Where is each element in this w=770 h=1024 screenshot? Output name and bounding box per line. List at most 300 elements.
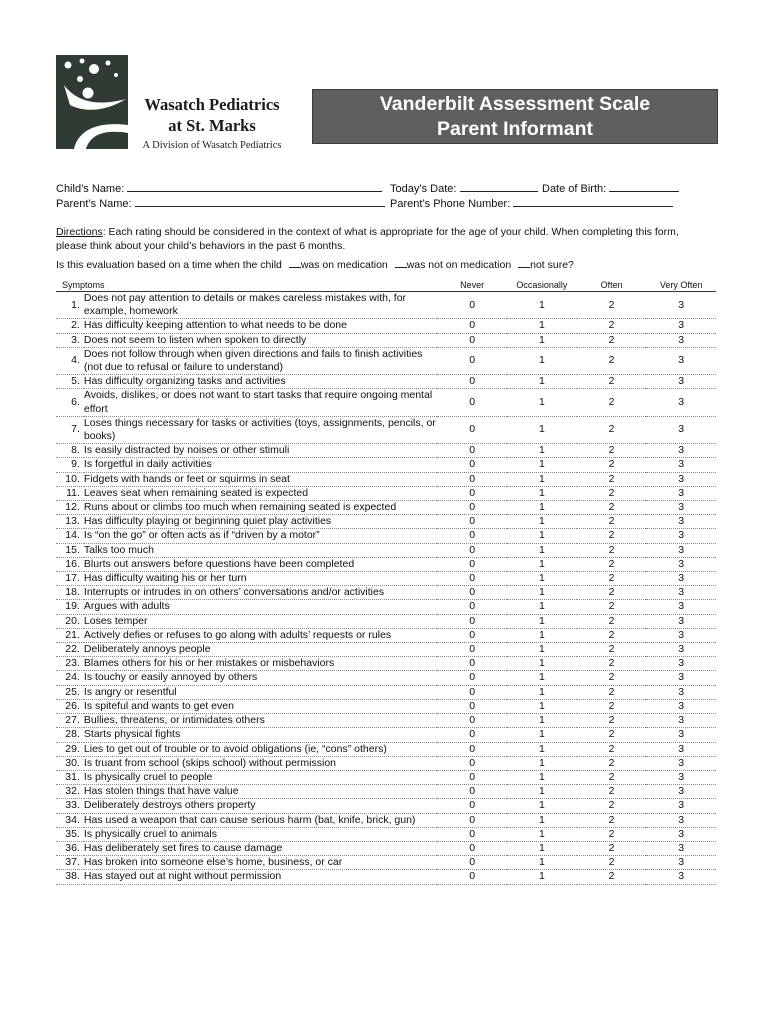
rating-very-often[interactable]: 3 [646, 841, 716, 855]
rating-very-often[interactable]: 3 [646, 714, 716, 728]
symptom-text: Is angry or resentful [84, 685, 437, 699]
rating-often[interactable]: 2 [577, 586, 647, 600]
rating-never[interactable]: 0 [437, 628, 507, 642]
table-row [56, 375, 716, 389]
rating-often[interactable]: 2 [577, 557, 647, 571]
symptom-number: 3. [56, 333, 84, 347]
table-row [56, 319, 716, 333]
table-row [56, 699, 716, 713]
rating-very-often[interactable]: 3 [646, 543, 716, 557]
symptom-text: Is truant from school (skips school) without permission [84, 756, 437, 770]
table-row [56, 501, 716, 515]
rating-never[interactable]: 0 [437, 501, 507, 515]
symptom-text: Is “on the go” or often acts as if “driven by a motor” [84, 529, 437, 543]
todays-date-field[interactable] [460, 180, 538, 192]
rating-occasionally[interactable]: 1 [507, 416, 577, 443]
rating-very-often[interactable]: 3 [646, 699, 716, 713]
table-row [56, 785, 716, 799]
symptom-text: Bullies, threatens, or intimidates others [84, 714, 437, 728]
rating-very-often[interactable]: 3 [646, 375, 716, 389]
rating-never[interactable]: 0 [437, 643, 507, 657]
rating-never[interactable]: 0 [437, 486, 507, 500]
rating-never[interactable]: 0 [437, 614, 507, 628]
symptom-number: 20. [56, 614, 84, 628]
table-row [56, 742, 716, 756]
table-row [56, 458, 716, 472]
rating-very-often[interactable]: 3 [646, 416, 716, 443]
rating-very-often[interactable]: 3 [646, 827, 716, 841]
symptom-text: Has stayed out at night without permission [84, 870, 437, 884]
rating-occasionally[interactable]: 1 [507, 856, 577, 870]
symptom-text: Is physically cruel to people [84, 770, 437, 784]
header-very-often: Very Often [646, 279, 716, 292]
rating-often[interactable]: 2 [577, 685, 647, 699]
parent-phone-field[interactable] [513, 195, 673, 207]
rating-very-often[interactable]: 3 [646, 333, 716, 347]
rating-never[interactable]: 0 [437, 799, 507, 813]
rating-occasionally[interactable]: 1 [507, 600, 577, 614]
rating-never[interactable]: 0 [437, 389, 507, 416]
rating-never[interactable]: 0 [437, 657, 507, 671]
rating-very-often[interactable]: 3 [646, 292, 716, 319]
rating-occasionally[interactable]: 1 [507, 515, 577, 529]
rating-never[interactable]: 0 [437, 557, 507, 571]
rating-occasionally[interactable]: 1 [507, 458, 577, 472]
header-often: Often [577, 279, 647, 292]
table-row [56, 657, 716, 671]
rating-often[interactable]: 2 [577, 813, 647, 827]
header-occasionally: Occasionally [507, 279, 577, 292]
rating-occasionally[interactable]: 1 [507, 472, 577, 486]
directions-label: Directions [56, 226, 103, 238]
rating-very-often[interactable]: 3 [646, 728, 716, 742]
rating-very-often[interactable]: 3 [646, 486, 716, 500]
rating-never[interactable]: 0 [437, 841, 507, 855]
rating-occasionally[interactable]: 1 [507, 572, 577, 586]
symptom-number: 8. [56, 444, 84, 458]
symptom-text: Has difficulty keeping attention to what needs to be done [84, 319, 437, 333]
symptom-number: 24. [56, 671, 84, 685]
rating-very-often[interactable]: 3 [646, 770, 716, 784]
rating-occasionally[interactable]: 1 [507, 557, 577, 571]
rating-very-often[interactable]: 3 [646, 685, 716, 699]
symptom-number: 26. [56, 699, 84, 713]
rating-never[interactable]: 0 [437, 671, 507, 685]
rating-occasionally[interactable]: 1 [507, 375, 577, 389]
dob-field[interactable] [609, 180, 679, 192]
rating-often[interactable]: 2 [577, 756, 647, 770]
table-row [56, 543, 716, 557]
rating-very-often[interactable]: 3 [646, 529, 716, 543]
rating-often[interactable]: 2 [577, 785, 647, 799]
symptom-number: 36. [56, 841, 84, 855]
rating-occasionally[interactable]: 1 [507, 813, 577, 827]
symptom-number: 34. [56, 813, 84, 827]
rating-often[interactable]: 2 [577, 614, 647, 628]
symptom-number: 21. [56, 628, 84, 642]
rating-often[interactable]: 2 [577, 728, 647, 742]
rating-occasionally[interactable]: 1 [507, 785, 577, 799]
info-fields [56, 180, 716, 210]
rating-occasionally[interactable]: 1 [507, 742, 577, 756]
rating-occasionally[interactable]: 1 [507, 292, 577, 319]
rating-occasionally[interactable]: 1 [507, 671, 577, 685]
on-medication-blank[interactable] [289, 258, 301, 268]
rating-often[interactable]: 2 [577, 472, 647, 486]
table-row [56, 486, 716, 500]
rating-never[interactable]: 0 [437, 529, 507, 543]
rating-often[interactable]: 2 [577, 292, 647, 319]
symptom-number: 37. [56, 856, 84, 870]
rating-very-often[interactable]: 3 [646, 813, 716, 827]
rating-never[interactable]: 0 [437, 572, 507, 586]
table-row [56, 557, 716, 571]
rating-often[interactable]: 2 [577, 515, 647, 529]
rating-occasionally[interactable]: 1 [507, 870, 577, 884]
rating-very-often[interactable]: 3 [646, 389, 716, 416]
rating-very-often[interactable]: 3 [646, 657, 716, 671]
rating-never[interactable]: 0 [437, 685, 507, 699]
symptom-number: 22. [56, 643, 84, 657]
wasatch-pediatrics-logo [56, 55, 128, 149]
table-row [56, 416, 716, 443]
rating-occasionally[interactable]: 1 [507, 586, 577, 600]
symptom-text: Loses things necessary for tasks or activities (toys, assignments, pencils, or books) [83, 416, 436, 443]
rating-occasionally[interactable]: 1 [507, 699, 577, 713]
table-row [56, 799, 716, 813]
symptoms-table [56, 279, 716, 885]
symptom-text: Does not follow through when given directions and fails to finish activities (not due to refusal or failure to understand) [84, 347, 437, 374]
rating-very-often[interactable]: 3 [646, 799, 716, 813]
rating-very-often[interactable]: 3 [646, 319, 716, 333]
rating-very-often[interactable]: 3 [646, 643, 716, 657]
rating-often[interactable]: 2 [577, 699, 647, 713]
symptom-text: Interrupts or intrudes in on others’ conversations and/or activities [84, 586, 437, 600]
parent-name-label: Parent’s Name: [56, 198, 132, 210]
rating-occasionally[interactable]: 1 [507, 486, 577, 500]
rating-often[interactable]: 2 [577, 770, 647, 784]
table-row [56, 756, 716, 770]
rating-never[interactable]: 0 [437, 586, 507, 600]
table-row [56, 347, 716, 374]
symptom-number: 4. [56, 347, 84, 374]
table-row [56, 643, 716, 657]
symptom-text: Blames others for his or her mistakes or misbehaviors [84, 657, 437, 671]
rating-occasionally[interactable]: 1 [507, 714, 577, 728]
child-name-label: Child’s Name: [56, 183, 125, 195]
table-header-row [56, 279, 716, 292]
table-row [56, 770, 716, 784]
symptom-number: 35. [56, 827, 84, 841]
rating-often[interactable]: 2 [577, 501, 647, 515]
symptom-text: Avoids, dislikes, or does not want to start tasks that require ongoing mental effort [84, 389, 437, 416]
child-name-field[interactable] [127, 180, 382, 192]
symptom-text: Blurts out answers before questions have been completed [84, 557, 437, 571]
rating-very-often[interactable]: 3 [646, 856, 716, 870]
symptom-number: 18. [56, 586, 84, 600]
rating-very-often[interactable]: 3 [646, 472, 716, 486]
table-row [56, 586, 716, 600]
rating-occasionally[interactable]: 1 [507, 770, 577, 784]
rating-often[interactable]: 2 [577, 657, 647, 671]
symptom-number: 10. [56, 472, 84, 486]
rating-never[interactable]: 0 [437, 856, 507, 870]
table-row [56, 685, 716, 699]
organization-block [136, 94, 288, 151]
rating-occasionally[interactable]: 1 [507, 685, 577, 699]
rating-very-often[interactable]: 3 [646, 557, 716, 571]
rating-occasionally[interactable]: 1 [507, 333, 577, 347]
symptom-text: Deliberately annoys people [84, 643, 437, 657]
symptom-number: 23. [56, 657, 84, 671]
table-row [56, 529, 716, 543]
symptom-number: 27. [56, 714, 84, 728]
table-row [56, 813, 716, 827]
table-row [56, 671, 716, 685]
rating-very-often[interactable]: 3 [646, 572, 716, 586]
rating-never[interactable]: 0 [437, 375, 507, 389]
table-row [56, 333, 716, 347]
dob-label: Date of Birth: [542, 183, 607, 195]
rating-very-often[interactable]: 3 [646, 515, 716, 529]
rating-very-often[interactable]: 3 [646, 756, 716, 770]
rating-often[interactable]: 2 [577, 841, 647, 855]
rating-often[interactable]: 2 [577, 444, 647, 458]
symptom-number: 11. [56, 486, 84, 500]
symptom-text: Has used a weapon that can cause serious harm (bat, knife, brick, gun) [84, 813, 437, 827]
rating-occasionally[interactable]: 1 [507, 841, 577, 855]
symptom-number: 2. [56, 319, 84, 333]
symptom-text: Is touchy or easily annoyed by others [84, 671, 437, 685]
parent-phone-label: Parent’s Phone Number: [390, 198, 511, 210]
rating-never[interactable]: 0 [437, 543, 507, 557]
symptom-text: Is spiteful and wants to get even [84, 699, 437, 713]
not-sure-blank[interactable] [518, 258, 530, 268]
rating-very-often[interactable]: 3 [646, 628, 716, 642]
symptom-text: Argues with adults [84, 600, 437, 614]
rating-never[interactable]: 0 [437, 827, 507, 841]
rating-never[interactable]: 0 [437, 472, 507, 486]
symptom-text: Has deliberately set fires to cause damage [84, 841, 437, 855]
rating-often[interactable]: 2 [577, 458, 647, 472]
rating-often[interactable]: 2 [577, 628, 647, 642]
rating-often[interactable]: 2 [577, 572, 647, 586]
rating-occasionally[interactable]: 1 [507, 319, 577, 333]
rating-occasionally[interactable]: 1 [507, 389, 577, 416]
rating-occasionally[interactable]: 1 [507, 543, 577, 557]
header-never: Never [437, 279, 507, 292]
symptom-number: 9. [56, 458, 84, 472]
rating-often[interactable]: 2 [577, 333, 647, 347]
symptom-text: Has broken into someone else’s home, business, or car [84, 856, 437, 870]
org-name-line2: at St. Marks [168, 116, 256, 135]
rating-very-often[interactable]: 3 [646, 671, 716, 685]
rating-often[interactable]: 2 [577, 319, 647, 333]
rating-never[interactable]: 0 [437, 699, 507, 713]
table-row [56, 728, 716, 742]
symptom-number: 30. [56, 756, 84, 770]
rating-never[interactable]: 0 [437, 770, 507, 784]
rating-never[interactable]: 0 [437, 600, 507, 614]
table-row [56, 714, 716, 728]
symptom-number: 12. [56, 501, 84, 515]
rating-often[interactable]: 2 [577, 856, 647, 870]
rating-never[interactable]: 0 [437, 416, 507, 443]
rating-often[interactable]: 2 [577, 389, 647, 416]
table-row [56, 292, 716, 319]
table-row [56, 472, 716, 486]
rating-often[interactable]: 2 [577, 416, 647, 443]
symptom-text: Has difficulty organizing tasks and activities [84, 375, 437, 389]
rating-very-often[interactable]: 3 [646, 501, 716, 515]
symptom-text: Is physically cruel to animals [84, 827, 437, 841]
symptom-text: Leaves seat when remaining seated is expected [84, 486, 437, 500]
symptom-number: 28. [56, 728, 84, 742]
rating-often[interactable]: 2 [577, 799, 647, 813]
rating-never[interactable]: 0 [437, 444, 507, 458]
org-name-line1: Wasatch Pediatrics [144, 95, 280, 114]
rating-often[interactable]: 2 [577, 742, 647, 756]
rating-never[interactable]: 0 [437, 785, 507, 799]
form-title-line1: Vanderbilt Assessment Scale [379, 93, 651, 115]
rating-occasionally[interactable]: 1 [507, 614, 577, 628]
symptom-text: Does not seem to listen when spoken to directly [84, 333, 437, 347]
rating-often[interactable]: 2 [577, 714, 647, 728]
rating-very-often[interactable]: 3 [646, 347, 716, 374]
rating-never[interactable]: 0 [437, 458, 507, 472]
symptom-text: Runs about or climbs too much when remaining seated is expected [84, 501, 437, 515]
medication-question [56, 258, 706, 272]
rating-very-often[interactable]: 3 [646, 444, 716, 458]
parent-name-field[interactable] [135, 195, 385, 207]
symptom-text: Lies to get out of trouble or to avoid obligations (ie, “cons” others) [84, 742, 437, 756]
rating-often[interactable]: 2 [577, 827, 647, 841]
symptom-number: 25. [56, 685, 84, 699]
on-medication-option: was on medication [300, 259, 388, 271]
symptom-text: Loses temper [84, 614, 437, 628]
symptom-number: 32. [56, 785, 84, 799]
table-row [56, 600, 716, 614]
rating-occasionally[interactable]: 1 [507, 728, 577, 742]
table-row [56, 856, 716, 870]
symptom-text: Is easily distracted by noises or other stimuli [84, 444, 437, 458]
rating-very-often[interactable]: 3 [646, 870, 716, 884]
table-row [56, 628, 716, 642]
table-row [56, 614, 716, 628]
rating-very-often[interactable]: 3 [646, 785, 716, 799]
symptom-number: 5. [56, 375, 84, 389]
rating-very-often[interactable]: 3 [646, 600, 716, 614]
rating-often[interactable]: 2 [577, 543, 647, 557]
symptom-number: 16. [56, 557, 84, 571]
question-text: Is this evaluation based on a time when the child [56, 259, 282, 271]
rating-often[interactable]: 2 [577, 671, 647, 685]
table-row [56, 841, 716, 855]
directions-text [56, 225, 706, 253]
rating-very-often[interactable]: 3 [646, 742, 716, 756]
rating-very-often[interactable]: 3 [646, 458, 716, 472]
todays-date-label: Today’s Date: [390, 183, 457, 195]
rating-never[interactable]: 0 [437, 319, 507, 333]
symptom-text: Has difficulty playing or beginning quiet play activities [84, 515, 437, 529]
symptom-number: 19. [56, 600, 84, 614]
symptom-number: 15. [56, 543, 84, 557]
table-row [56, 827, 716, 841]
symptom-number: 1. [56, 292, 84, 319]
rating-occasionally[interactable]: 1 [507, 347, 577, 374]
not-sure-option: not sure? [530, 259, 574, 271]
table-row [56, 444, 716, 458]
symptom-text: Has difficulty waiting his or her turn [84, 572, 437, 586]
rating-often[interactable]: 2 [577, 375, 647, 389]
rating-occasionally[interactable]: 1 [507, 444, 577, 458]
symptom-number: 14. [56, 529, 84, 543]
table-row [56, 572, 716, 586]
header-symptoms: Symptoms [56, 279, 437, 292]
rating-never[interactable]: 0 [437, 728, 507, 742]
rating-never[interactable]: 0 [437, 870, 507, 884]
rating-occasionally[interactable]: 1 [507, 628, 577, 642]
rating-never[interactable]: 0 [437, 292, 507, 319]
rating-never[interactable]: 0 [437, 813, 507, 827]
symptom-text: Actively defies or refuses to go along with adults’ requests or rules [84, 628, 437, 642]
symptom-number: 33. [56, 799, 84, 813]
symptom-text: Starts physical fights [84, 728, 437, 742]
rating-often[interactable]: 2 [577, 347, 647, 374]
rating-occasionally[interactable]: 1 [507, 827, 577, 841]
symptom-text: Talks too much [84, 543, 437, 557]
rating-occasionally[interactable]: 1 [507, 643, 577, 657]
rating-never[interactable]: 0 [437, 333, 507, 347]
rating-very-often[interactable]: 3 [646, 586, 716, 600]
symptom-text: Does not pay attention to details or makes careless mistakes with, for example, homework [84, 292, 437, 319]
rating-never[interactable]: 0 [437, 742, 507, 756]
symptom-number: 17. [56, 572, 84, 586]
symptom-number: 31. [56, 770, 84, 784]
rating-often[interactable]: 2 [577, 486, 647, 500]
not-on-medication-blank[interactable] [395, 258, 407, 268]
rating-often[interactable]: 2 [577, 643, 647, 657]
rating-often[interactable]: 2 [577, 529, 647, 543]
directions-body: : Each rating should be considered in the context of what is appropriate for the age of your child. When completing this form, please think about your child’s behaviors in the past 6 months. [56, 226, 679, 252]
symptom-text: Is forgetful in daily activities [84, 458, 437, 472]
rating-often[interactable]: 2 [577, 600, 647, 614]
rating-never[interactable]: 0 [437, 756, 507, 770]
rating-occasionally[interactable]: 1 [507, 529, 577, 543]
rating-occasionally[interactable]: 1 [507, 501, 577, 515]
symptom-number: 38. [56, 870, 84, 884]
symptom-number: 13. [56, 515, 84, 529]
rating-occasionally[interactable]: 1 [507, 657, 577, 671]
symptom-text: Fidgets with hands or feet or squirms in seat [84, 472, 437, 486]
symptom-text: Deliberately destroys others property [84, 799, 437, 813]
rating-often[interactable]: 2 [577, 870, 647, 884]
symptom-number: 29. [56, 742, 84, 756]
not-on-medication-option: was not on medication [406, 259, 512, 271]
rating-never[interactable]: 0 [437, 347, 507, 374]
org-subtitle: A Division of Wasatch Pediatrics [142, 140, 282, 151]
form-title-box [312, 89, 718, 144]
table-row [56, 515, 716, 529]
rating-never[interactable]: 0 [437, 515, 507, 529]
rating-very-often[interactable]: 3 [646, 614, 716, 628]
rating-occasionally[interactable]: 1 [507, 799, 577, 813]
symptom-number: 7. [56, 416, 84, 443]
table-row [56, 389, 716, 416]
rating-never[interactable]: 0 [437, 714, 507, 728]
rating-occasionally[interactable]: 1 [507, 756, 577, 770]
form-title-line2: Parent Informant [436, 118, 594, 140]
